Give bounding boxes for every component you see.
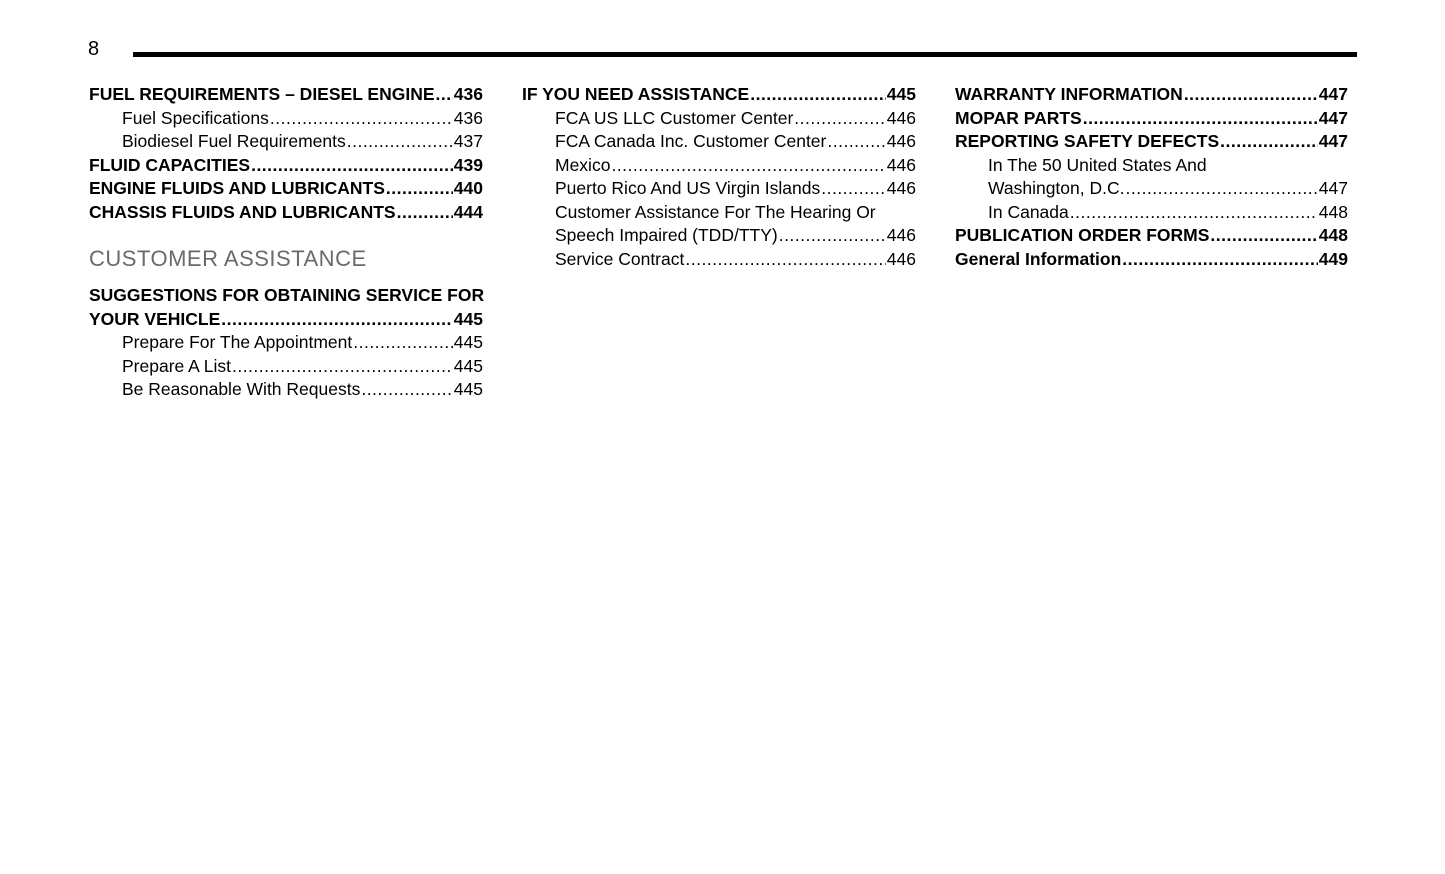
toc-entry-label: REPORTING SAFETY DEFECTS — [955, 131, 1220, 151]
toc-entry-label: PUBLICATION ORDER FORMS — [955, 225, 1210, 245]
toc-entry-page: 449 — [1318, 248, 1348, 269]
toc-entry[interactable] — [89, 130, 483, 154]
toc-entry[interactable] — [89, 378, 483, 402]
toc-entry-label-line1[interactable]: In The 50 United States And — [988, 154, 1207, 175]
toc-entry-page: 446 — [886, 154, 916, 175]
toc-entry[interactable] — [522, 248, 916, 272]
toc-entry-label: YOUR VEHICLE — [89, 308, 221, 329]
toc-entry[interactable] — [522, 224, 916, 248]
toc-entry-page: 447 — [1318, 84, 1348, 104]
dot-leader — [1070, 201, 1318, 225]
toc-entry-label: General Information — [955, 248, 1122, 269]
toc-entry-page: 445 — [453, 379, 483, 399]
dot-leader — [1083, 107, 1318, 131]
header-rule — [133, 52, 1357, 57]
toc-entry-label: Mexico — [555, 154, 611, 175]
toc-entry-page: 440 — [453, 178, 483, 198]
toc-entry-page: 445 — [453, 308, 483, 329]
toc-column-2 — [522, 83, 916, 271]
toc-entry[interactable] — [955, 201, 1348, 225]
dot-leader — [779, 224, 886, 248]
dot-leader — [1210, 224, 1317, 248]
toc-entry[interactable] — [522, 154, 916, 178]
toc-entry-page: 448 — [1318, 201, 1348, 222]
toc-entry[interactable] — [89, 355, 483, 379]
toc-entry-label: FLUID CAPACITIES — [89, 154, 251, 175]
toc-entry[interactable] — [955, 248, 1348, 272]
toc-entry-label: Be Reasonable With Requests — [122, 379, 361, 399]
toc-entry-page: 436 — [453, 84, 483, 104]
toc-entry-label: Prepare A List — [122, 355, 231, 376]
dot-leader — [221, 308, 453, 332]
dot-leader — [821, 177, 886, 201]
dot-leader — [361, 378, 452, 402]
dot-leader — [347, 130, 453, 154]
toc-entry[interactable] — [89, 107, 483, 131]
toc-entry[interactable] — [955, 130, 1348, 154]
toc-entry-page: 447 — [1318, 107, 1348, 128]
toc-entry-page: 447 — [1318, 131, 1348, 151]
dot-leader — [1122, 248, 1318, 272]
toc-entry[interactable] — [89, 177, 483, 201]
toc-entry-page: 446 — [886, 107, 916, 128]
toc-entry-page: 445 — [886, 84, 916, 104]
toc-entry-label: Speech Impaired (TDD/TTY) — [555, 225, 778, 245]
page-number: 8 — [88, 38, 100, 60]
toc-entry-page: 446 — [886, 248, 916, 269]
dot-leader — [685, 248, 885, 272]
toc-entry-page: 439 — [453, 154, 483, 175]
toc-entry-label: WARRANTY INFORMATION — [955, 84, 1183, 104]
dot-leader — [436, 83, 453, 107]
toc-entry-label: CHASSIS FLUIDS AND LUBRICANTS — [89, 201, 396, 222]
dot-leader — [827, 130, 885, 154]
toc-entry-label: In Canada — [988, 201, 1069, 222]
toc-entry-page: 436 — [453, 107, 483, 128]
toc-entry[interactable] — [522, 177, 916, 201]
toc-entry-label-line1[interactable]: SUGGESTIONS FOR OBTAINING SERVICE FOR — [89, 285, 485, 305]
toc-entry-page: 446 — [886, 225, 916, 245]
toc-entry-page: 448 — [1318, 225, 1348, 245]
dot-leader — [232, 355, 453, 379]
toc-entry-page: 447 — [1318, 178, 1348, 198]
dot-leader — [386, 177, 453, 201]
toc-entry[interactable] — [955, 177, 1348, 201]
toc-entry[interactable] — [89, 201, 483, 225]
toc-entry-label: IF YOU NEED ASSISTANCE — [522, 84, 750, 104]
toc-entry-page: 445 — [453, 332, 483, 352]
toc-entry[interactable] — [89, 331, 483, 355]
toc-entry-label: Washington, D.C. — [988, 178, 1125, 198]
toc-entry-label: Fuel Specifications — [122, 107, 269, 128]
dot-leader — [794, 107, 886, 131]
toc-entry-label: FUEL REQUIREMENTS – DIESEL ENGINE — [89, 84, 435, 104]
toc-entry-page: 446 — [886, 178, 916, 198]
toc-entry[interactable] — [955, 107, 1348, 131]
toc-entry[interactable] — [955, 83, 1348, 107]
toc-entry-label: Puerto Rico And US Virgin Islands — [555, 178, 821, 198]
toc-entry-label: Service Contract — [555, 248, 685, 269]
dot-leader — [1220, 130, 1318, 154]
dot-leader — [611, 154, 885, 178]
toc-entry-label: Prepare For The Appointment — [122, 332, 353, 352]
toc-entry-label-line1[interactable]: Customer Assistance For The Hearing Or — [555, 201, 876, 222]
toc-entry-label: FCA US LLC Customer Center — [555, 107, 794, 128]
toc-entry-label: ENGINE FLUIDS AND LUBRICANTS — [89, 178, 385, 198]
toc-entry-label: Biodiesel Fuel Requirements — [122, 131, 346, 151]
toc-entry[interactable] — [89, 83, 483, 107]
toc-entry[interactable] — [89, 154, 483, 178]
toc-entry[interactable] — [522, 107, 916, 131]
toc-entry-label: FCA Canada Inc. Customer Center — [555, 131, 827, 151]
toc-entry[interactable] — [89, 308, 483, 332]
dot-leader — [750, 83, 886, 107]
toc-column-3 — [955, 83, 1348, 271]
toc-entry-page: 444 — [453, 201, 483, 222]
toc-entry[interactable] — [955, 224, 1348, 248]
dot-leader — [1184, 83, 1318, 107]
toc-entry-page: 446 — [886, 131, 916, 151]
dot-leader — [397, 201, 453, 225]
toc-entry-page: 445 — [453, 355, 483, 376]
dot-leader — [1126, 177, 1318, 201]
toc-entry[interactable] — [522, 83, 916, 107]
dot-leader — [270, 107, 453, 131]
dot-leader — [353, 331, 453, 355]
toc-entry-label: MOPAR PARTS — [955, 107, 1082, 128]
section-heading: CUSTOMER ASSISTANCE — [89, 246, 367, 271]
dot-leader — [251, 154, 453, 178]
toc-column-1 — [89, 83, 483, 402]
toc-entry-page: 437 — [453, 131, 483, 151]
toc-entry[interactable] — [522, 130, 916, 154]
